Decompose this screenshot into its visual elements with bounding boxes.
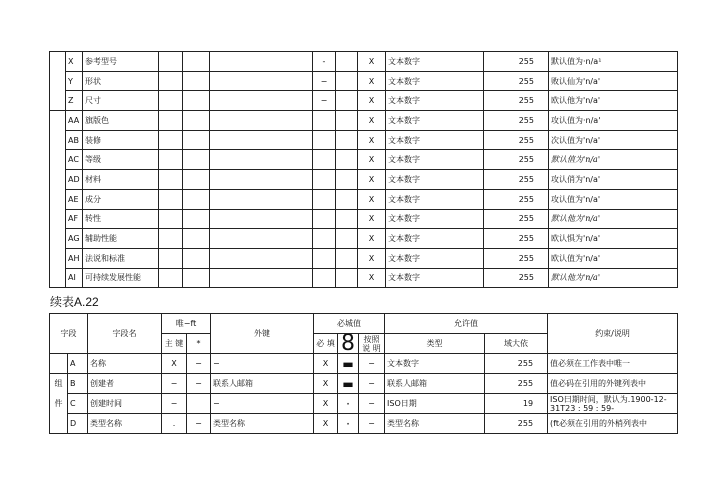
foreign-key-mark — [313, 229, 336, 249]
field-width: 255 — [484, 170, 549, 190]
empty-cell — [159, 229, 183, 249]
empty-cell — [183, 150, 210, 170]
value-type: 文本数字 — [386, 91, 484, 111]
empty-cell — [210, 71, 313, 91]
empty-cell — [183, 229, 210, 249]
value-type: 文本数字 — [385, 354, 485, 374]
required-indicator: · — [338, 414, 359, 434]
header-star: * — [187, 334, 211, 354]
foreign-key-value: 类型名称 — [211, 414, 314, 434]
value-type: 文本数字 — [386, 170, 484, 190]
table-row — [50, 189, 678, 209]
constraint-note: 值必码在引用的外键列表中 — [548, 374, 678, 394]
table-row — [50, 52, 678, 72]
field-name: 等级 — [83, 150, 159, 170]
table-row — [50, 130, 678, 150]
field-width: 255 — [484, 248, 549, 268]
empty-cell — [336, 150, 358, 170]
table-row — [50, 248, 678, 268]
empty-cell — [159, 130, 183, 150]
group-cell — [50, 354, 68, 374]
value-type: 文本数字 — [386, 71, 484, 91]
field-width: 255 — [484, 150, 549, 170]
header-by-rule: 按照 说 明 — [359, 334, 385, 354]
field-width: 255 — [484, 111, 549, 131]
empty-cell — [159, 91, 183, 111]
header-required: 必 填 — [314, 334, 338, 354]
rule-mark: − — [359, 374, 385, 394]
field-name: 可持续发展性能 — [83, 268, 159, 288]
foreign-key-mark — [313, 248, 336, 268]
constraint-note: ISO曰期时间，默认为.1900-12- 31T23 : 59 : 59- — [548, 394, 678, 414]
value-type: 文本数字 — [386, 52, 484, 72]
field-code: AE — [66, 189, 83, 209]
foreign-key-mark — [313, 130, 336, 150]
field-width: 255 — [484, 130, 549, 150]
field-name: 创建者 — [88, 374, 162, 394]
group-cell — [50, 414, 68, 434]
empty-cell — [336, 91, 358, 111]
field-width: 255 — [484, 91, 549, 111]
rule-mark: − — [359, 394, 385, 414]
value-type: 文本数字 — [386, 248, 484, 268]
attribute-table-continued — [49, 51, 678, 288]
header-required-value: 必城值 — [314, 314, 385, 334]
table-row — [50, 209, 678, 229]
required-mark: X — [358, 189, 386, 209]
empty-cell — [210, 229, 313, 249]
default-note: 攻认俏为'n/a' — [549, 170, 678, 190]
empty-cell — [336, 170, 358, 190]
required-mark: X — [358, 91, 386, 111]
field-width: 255 — [485, 414, 548, 434]
value-type: 文本数字 — [386, 268, 484, 288]
value-type: ISO日期 — [385, 394, 485, 414]
value-type: 类型名称 — [385, 414, 485, 434]
empty-cell — [183, 189, 210, 209]
required-indicator: ▬ — [338, 374, 359, 394]
empty-cell — [336, 189, 358, 209]
foreign-key-mark: - — [313, 52, 336, 72]
table-row — [50, 354, 678, 374]
required-mark: X — [358, 130, 386, 150]
group-label: 件 — [50, 394, 68, 414]
field-code: AI — [66, 268, 83, 288]
empty-cell — [159, 268, 183, 288]
table-row — [50, 268, 678, 288]
empty-cell — [210, 209, 313, 229]
unique-mark — [187, 394, 211, 414]
table-row — [50, 111, 678, 131]
field-code: C — [68, 394, 88, 414]
required-mark: X — [314, 354, 338, 374]
value-type: 文本数字 — [386, 189, 484, 209]
empty-cell — [159, 52, 183, 72]
foreign-key-value: 联系人邮箱 — [211, 374, 314, 394]
field-code: AB — [66, 130, 83, 150]
field-name: 成分 — [83, 189, 159, 209]
constraint-note: 值必须在工作表中唯一 — [548, 354, 678, 374]
group-label: 组 — [50, 374, 68, 394]
field-width: 255 — [485, 354, 548, 374]
empty-cell — [210, 189, 313, 209]
empty-cell — [210, 150, 313, 170]
table-row — [50, 150, 678, 170]
empty-cell — [183, 71, 210, 91]
empty-cell — [183, 52, 210, 72]
required-indicator: · — [338, 394, 359, 414]
table-row — [50, 394, 678, 414]
required-mark: X — [358, 170, 386, 190]
required-mark: X — [314, 374, 338, 394]
header-field: 字段 — [50, 314, 88, 354]
empty-cell — [183, 209, 210, 229]
default-note: 欧认他为'n/a' — [549, 91, 678, 111]
field-name: 参考型号 — [83, 52, 159, 72]
field-width: 255 — [484, 71, 549, 91]
field-code: Y — [66, 71, 83, 91]
table-caption: 续表A.22 — [50, 295, 99, 309]
constraint-note: (ft必须在引用的外梢列表中 — [548, 414, 678, 434]
header-unique: 唯−ft — [162, 314, 211, 334]
table-row — [50, 71, 678, 91]
empty-cell — [210, 52, 313, 72]
default-note: 默认值为'n/a' — [549, 150, 678, 170]
table-row — [50, 229, 678, 249]
required-mark: X — [314, 414, 338, 434]
header-foreign-key: 外键 — [211, 314, 314, 354]
header-type: 类型 — [385, 334, 485, 354]
empty-cell — [336, 229, 358, 249]
field-name: 形状 — [83, 71, 159, 91]
empty-cell — [336, 52, 358, 72]
empty-cell — [210, 130, 313, 150]
empty-cell — [159, 170, 183, 190]
required-mark: X — [358, 209, 386, 229]
header-row-1 — [50, 314, 678, 334]
field-name: 类型名称 — [88, 414, 162, 434]
field-code: AF — [66, 209, 83, 229]
primary-key-mark: − — [162, 394, 187, 414]
empty-cell — [159, 189, 183, 209]
field-width: 19 — [485, 394, 548, 414]
default-note: 欧认值为'n/a' — [549, 248, 678, 268]
table-row — [50, 374, 678, 394]
empty-cell — [336, 71, 358, 91]
table-row — [50, 170, 678, 190]
empty-cell — [336, 209, 358, 229]
group-cell — [50, 52, 66, 111]
required-mark: X — [314, 394, 338, 414]
required-mark: X — [358, 150, 386, 170]
primary-key-mark: − — [162, 374, 187, 394]
required-mark: X — [358, 52, 386, 72]
header-width: 域大依 — [485, 334, 548, 354]
field-code: AC — [66, 150, 83, 170]
rule-mark: − — [359, 354, 385, 374]
empty-cell — [210, 170, 313, 190]
empty-cell — [159, 209, 183, 229]
empty-cell — [183, 268, 210, 288]
foreign-key-mark — [313, 209, 336, 229]
unique-mark: − — [187, 414, 211, 434]
field-code: Z — [66, 91, 83, 111]
field-width: 255 — [484, 268, 549, 288]
empty-cell — [336, 111, 358, 131]
default-note: 默认他为'n/a' — [549, 268, 678, 288]
empty-cell — [336, 130, 358, 150]
field-code: AD — [66, 170, 83, 190]
value-type: 文本数字 — [386, 111, 484, 131]
default-note: 次认值为'n/a' — [549, 130, 678, 150]
required-mark: X — [358, 111, 386, 131]
field-code: B — [68, 374, 88, 394]
empty-cell — [210, 111, 313, 131]
foreign-key-value: − — [211, 394, 314, 414]
field-code: D — [68, 414, 88, 434]
value-type: 文本数字 — [386, 150, 484, 170]
value-type: 联系人邮箱 — [385, 374, 485, 394]
default-note: 败认仙为'n/a' — [549, 71, 678, 91]
foreign-key-mark — [313, 268, 336, 288]
foreign-key-mark — [313, 189, 336, 209]
empty-cell — [159, 150, 183, 170]
empty-cell — [210, 248, 313, 268]
empty-cell — [210, 91, 313, 111]
primary-key-mark: X — [162, 354, 187, 374]
header-field-name: 字段名 — [88, 314, 162, 354]
header-allowed: 允许值 — [385, 314, 548, 334]
field-name: 材料 — [83, 170, 159, 190]
empty-cell — [210, 268, 313, 288]
field-definition-table — [49, 313, 678, 434]
field-name: 法说和标准 — [83, 248, 159, 268]
empty-cell — [159, 71, 183, 91]
empty-cell — [183, 91, 210, 111]
field-width: 255 — [484, 209, 549, 229]
table-row — [50, 91, 678, 111]
empty-cell — [183, 248, 210, 268]
empty-cell — [183, 170, 210, 190]
field-name: 旗版色 — [83, 111, 159, 131]
empty-cell — [159, 111, 183, 131]
header-primary-key: 主 键 — [162, 334, 187, 354]
header-constraint: 约束/说明 — [548, 314, 678, 354]
field-code: AG — [66, 229, 83, 249]
field-code: AA — [66, 111, 83, 131]
table-row — [50, 414, 678, 434]
field-code: AH — [66, 248, 83, 268]
required-mark: X — [358, 229, 386, 249]
field-name: 尺寸 — [83, 91, 159, 111]
value-type: 文本数字 — [386, 209, 484, 229]
field-name: 创建时间 — [88, 394, 162, 414]
field-name: 名称 — [88, 354, 162, 374]
unique-mark: − — [187, 354, 211, 374]
required-indicator: ▬ — [338, 354, 359, 374]
field-width: 255 — [484, 229, 549, 249]
default-note: 攻认值为·n/a' — [549, 111, 678, 131]
empty-cell — [336, 268, 358, 288]
field-name: 辅助性能 — [83, 229, 159, 249]
unique-mark: − — [187, 374, 211, 394]
required-mark: X — [358, 248, 386, 268]
field-name: 装修 — [83, 130, 159, 150]
empty-cell — [183, 111, 210, 131]
required-mark: X — [358, 71, 386, 91]
foreign-key-mark — [313, 170, 336, 190]
foreign-key-mark — [313, 111, 336, 131]
default-note: 默认他为'n/a' — [549, 209, 678, 229]
header-eight: 8 — [338, 334, 359, 354]
required-mark: X — [358, 268, 386, 288]
field-name: 转性 — [83, 209, 159, 229]
foreign-key-mark: − — [313, 71, 336, 91]
default-note: 攻认值为'n/a' — [549, 189, 678, 209]
field-width: 255 — [485, 374, 548, 394]
field-width: 255 — [484, 52, 549, 72]
default-note: 默认值为·n/a¹ — [549, 52, 678, 72]
default-note: 欧认惧为'n/a' — [549, 229, 678, 249]
foreign-key-mark: − — [313, 91, 336, 111]
empty-cell — [336, 248, 358, 268]
value-type: 文本数字 — [386, 130, 484, 150]
empty-cell — [183, 130, 210, 150]
field-code: X — [66, 52, 83, 72]
field-width: 255 — [484, 189, 549, 209]
foreign-key-mark — [313, 150, 336, 170]
field-code: A — [68, 354, 88, 374]
empty-cell — [159, 248, 183, 268]
value-type: 文本数字 — [386, 229, 484, 249]
group-cell — [50, 111, 66, 288]
foreign-key-value: − — [211, 354, 314, 374]
rule-mark: − — [359, 414, 385, 434]
primary-key-mark: . — [162, 414, 187, 434]
